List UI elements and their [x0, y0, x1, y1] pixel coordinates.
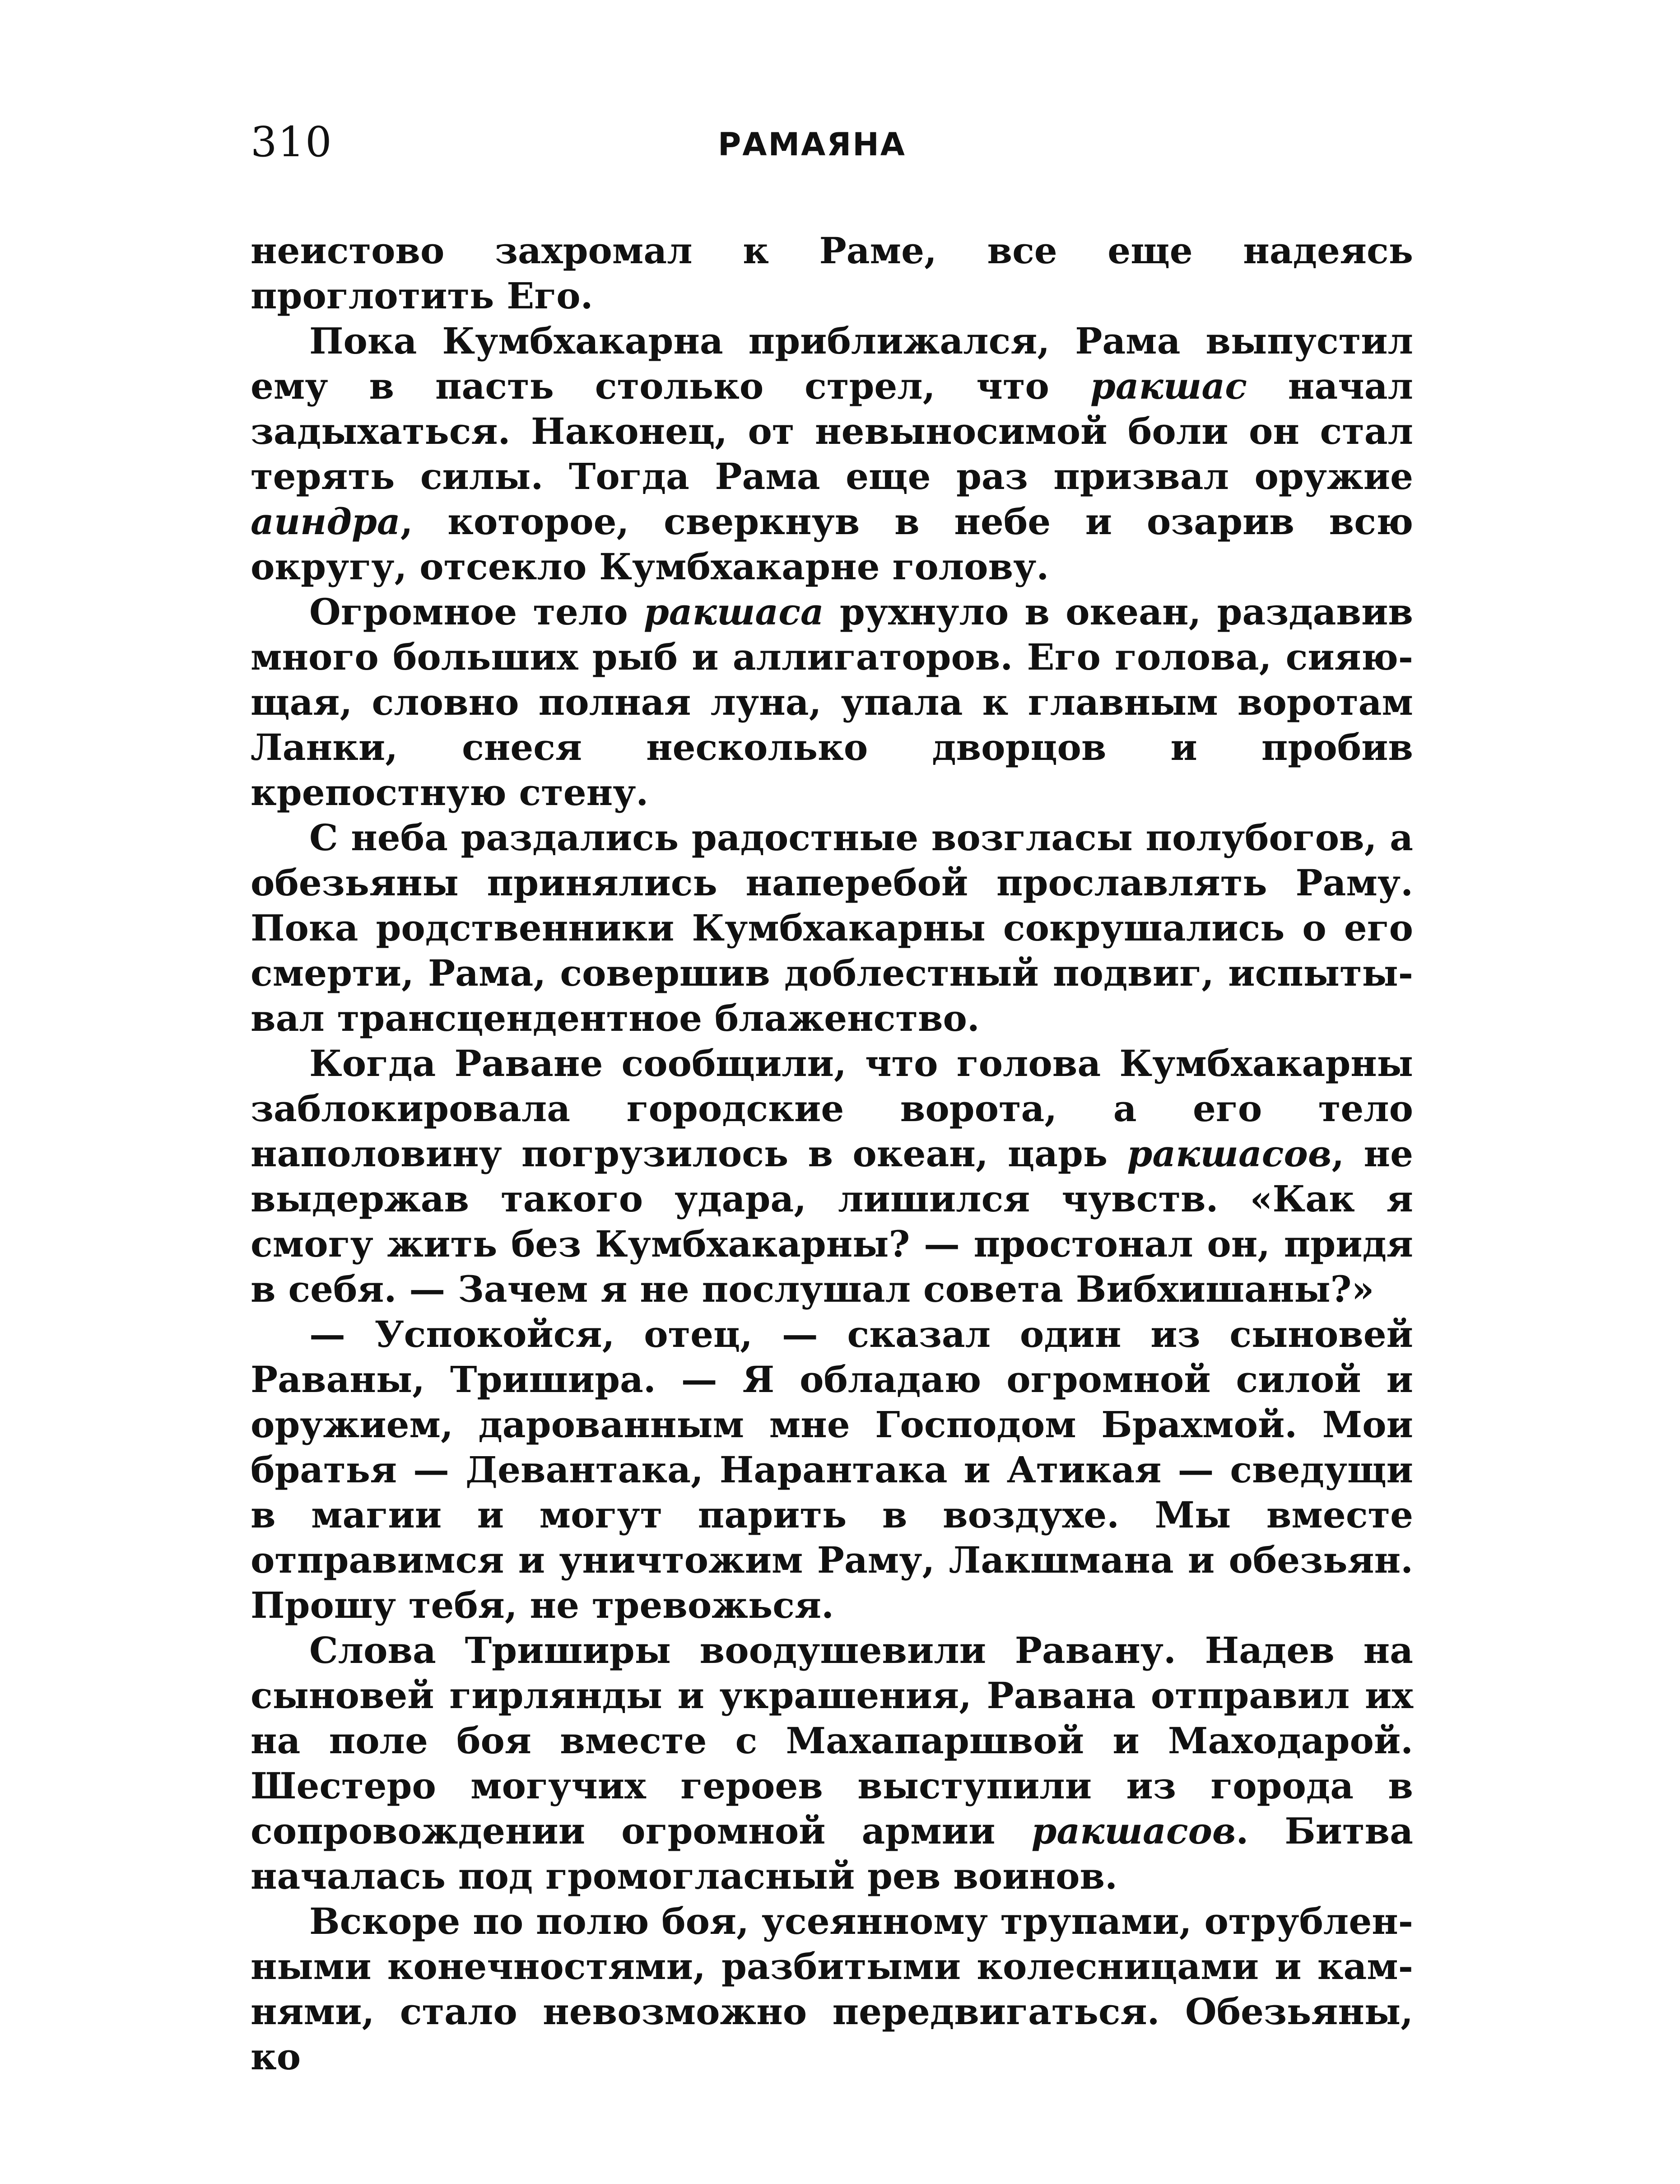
- italic-term: ракшасов: [1031, 1810, 1236, 1852]
- paragraph: [251, 1312, 1413, 1628]
- text-run: С неба раздались радостные возгласы полубогов, а обезьяны принялись наперебой прославлять Раму. Пока родственники Кумбхакарны сокрушались о его смерти, Рама, совершив доблестный подвиг, испытывал трансцендентное блаженство.: [251, 816, 1413, 1039]
- text-run: неистово захромал к Раме, все еще надеясь проглотить Его.: [251, 229, 1413, 317]
- running-head: [251, 115, 1424, 183]
- paragraph: [251, 318, 1413, 589]
- paragraph: [251, 228, 1413, 318]
- text-run: рухнуло в океан, раздавив много больших рыб и аллигаторов. Его голова, сияющая, словно полная луна, упала к главным воротам Ланки, снеся несколько дворцов и пробив крепостную стену.: [251, 591, 1414, 814]
- text-run: Огромное тело: [309, 591, 644, 633]
- paragraph: [251, 589, 1413, 815]
- text-run: , не выдержав такого удара, лишился чувств. «Как я смогу жить без Кумбхакарны? — простонал он, придя в себя. — Зачем я не послушал совета Вибхишаны?»: [251, 1132, 1413, 1310]
- text-run: Пока Кумбхакарна приближался, Рама выпустил ему в пасть столько стрел, что: [251, 320, 1413, 407]
- text-run: начал задыхаться. Наконец, от невыносимой боли он стал терять силы. Тогда Рама еще раз призвал оружие: [251, 365, 1413, 498]
- paragraph: [251, 1628, 1413, 1899]
- text-run: Вскоре по полю боя, усеянному трупами, отрубленными конечностями, разбитыми колесницами и камнями, стало невозможно передвигаться. Обезьяны, ко: [251, 1900, 1413, 2078]
- text-run: Когда Раване сообщили, что голова Кумбхакарны заблокировала городские ворота, а его тело наполовину погрузилось в океан, царь: [251, 1042, 1413, 1175]
- text-run: Слова Триширы воодушевили Равану. Надев на сыновей гирлянды и украшения, Равана отправил их на поле боя вместе с Махапаршвой и Маходарой. Шестеро могучих героев выступили из города в сопровождении огромной армии: [251, 1629, 1413, 1852]
- text-run: . Битва началась под громогласный рев воинов.: [251, 1810, 1414, 1897]
- paragraph: [251, 1041, 1413, 1312]
- italic-term: ракшасов: [1127, 1132, 1332, 1175]
- text-run: , которое, сверкнув в небе и озарив всю округу, отсекло Кумбхакарне голову.: [251, 500, 1413, 588]
- italic-term: аиндра: [251, 500, 400, 543]
- italic-term: ракшас: [1090, 365, 1247, 407]
- paragraph: [251, 1899, 1413, 2079]
- text-run: — Успокойся, отец, — сказал один из сыновей Раваны, Тришира. — Я обладаю огромной силой и оружием, дарованным мне Господом Брахмой. Мои братья — Девантака, Нарантака и Атикая — сведущи в магии и могут парить в воздухе. Мы вместе отправимся и уничтожим Раму, Лакшмана и обезьян. Прошу тебя, не тревожься.: [251, 1313, 1413, 1626]
- page-number: 310: [251, 118, 333, 166]
- italic-term: ракшаса: [643, 591, 824, 633]
- body-text: [251, 228, 1413, 2079]
- running-title: РАМАЯНА: [718, 126, 906, 163]
- paragraph: [251, 815, 1413, 1041]
